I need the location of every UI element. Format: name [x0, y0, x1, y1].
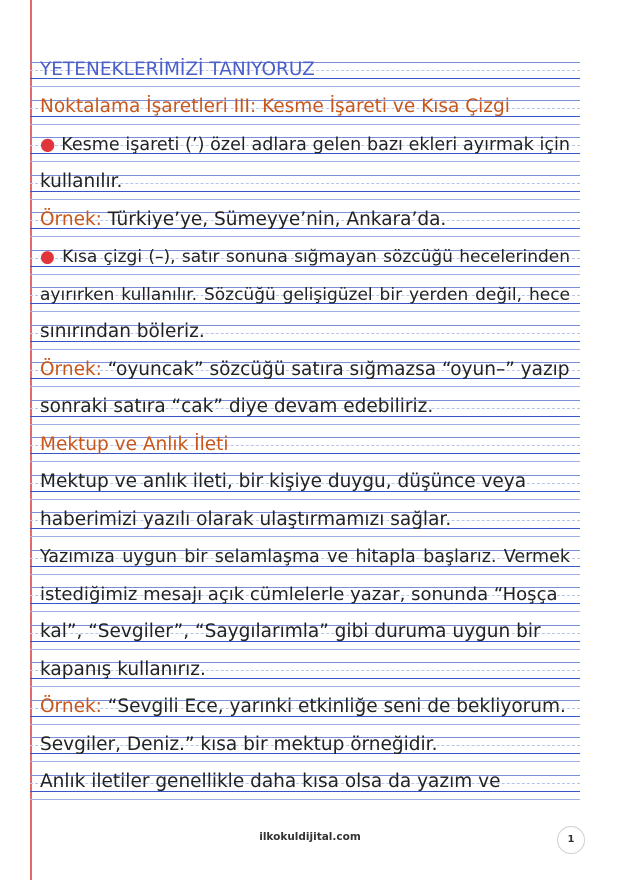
text-line: ayırırken kullanılır. Sözcüğü gelişigüzel bir yerden değil, hece — [40, 285, 570, 305]
bullet-line — [40, 246, 570, 268]
rule-low — [30, 574, 580, 575]
text-line: kapanış kullanırız. — [40, 659, 206, 680]
bullet-dot-icon: ● — [40, 247, 56, 267]
example-line — [40, 359, 570, 381]
example-text: Türkiye’ye, Sümeyye’nin, Ankara’da. — [107, 209, 447, 230]
bullet-line — [40, 134, 570, 156]
example-label: Örnek: — [40, 209, 102, 230]
section-heading-punctuation: Noktalama İşaretleri III: Kesme İşareti ve Kısa Çizgi — [40, 96, 510, 117]
text-line: istediğimiz mesajı açık cümlelerle yazar, sonunda “Hoşça — [40, 584, 558, 605]
bullet-text: Kısa çizgi (–), satır sonuna sığmayan sözcüğü hecelerinden — [62, 247, 571, 267]
text-line: Yazımıza uygun bir selamlaşma ve hitapla başlarız. Vermek — [40, 547, 570, 567]
rule-low — [30, 386, 580, 387]
rule-low — [30, 161, 580, 162]
page-number: 1 — [557, 826, 585, 854]
footer-site: ilkokuldijital.com — [259, 831, 361, 843]
rule-low — [30, 274, 580, 275]
rule-low — [30, 761, 580, 762]
text-line: kullanılır. — [40, 171, 123, 192]
example-text: “Sevgili Ece, yarınki etkinliğe seni de bekliyorum. — [107, 696, 566, 717]
rule-low — [30, 724, 580, 725]
rule-low — [30, 349, 580, 350]
text-line: sonraki satıra “cak” diye devam edebiliriz. — [40, 396, 434, 417]
example-line — [40, 209, 570, 231]
rule-low — [30, 499, 580, 500]
rule-low — [30, 461, 580, 462]
rule-low — [30, 536, 580, 537]
text-line: haberimizi yazılı olarak ulaştırmamızı sağlar. — [40, 509, 452, 530]
rule-low — [30, 236, 580, 237]
rule-low — [30, 611, 580, 612]
rule-low — [30, 799, 580, 800]
rule-low — [30, 124, 580, 125]
rule-low — [30, 649, 580, 650]
section-heading-letter: Mektup ve Anlık İleti — [40, 434, 229, 455]
example-line — [40, 696, 570, 718]
text-line: sınırından böleriz. — [40, 321, 205, 342]
rule-low — [30, 311, 580, 312]
text-line: kal”, “Sevgiler”, “Saygılarımla” gibi duruma uygun bir — [40, 621, 541, 642]
example-label: Örnek: — [40, 696, 102, 717]
rule-low — [30, 424, 580, 425]
bullet-text: Kesme işareti (’) özel adlara gelen bazı ekleri ayırmak için — [61, 135, 570, 155]
example-label: Örnek: — [40, 359, 102, 380]
margin-line — [30, 0, 32, 880]
rule-low — [30, 686, 580, 687]
example-text: “oyuncak” sözcüğü satıra sığmazsa “oyun–” yazıp — [107, 359, 570, 380]
text-line: Sevgiler, Deniz.” kısa bir mektup örneğidir. — [40, 734, 438, 755]
bullet-dot-icon: ● — [40, 135, 56, 155]
text-line: Anlık iletiler genellikle daha kısa olsa da yazım ve — [40, 771, 501, 792]
text-line: Mektup ve anlık ileti, bir kişiye duygu, düşünce veya — [40, 471, 527, 492]
page-title: YETENEKLERİMİZİ TANIYORUZ — [40, 59, 315, 80]
rule-low — [30, 199, 580, 200]
rule-low — [30, 86, 580, 87]
